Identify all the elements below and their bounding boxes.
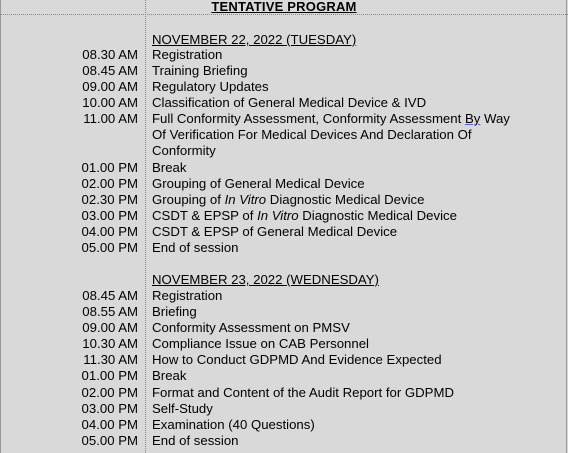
session-cell: End of session <box>152 433 239 448</box>
session-cell: End of session <box>152 240 239 255</box>
time-cell: 02.30 PM <box>81 192 138 207</box>
time-cell: 10.00 AM <box>82 95 138 110</box>
session-text-part: Way <box>480 111 510 126</box>
session-cell <box>152 208 562 224</box>
session-cell: Classification of General Medical Device & IVD <box>152 95 427 110</box>
session-cell: Break <box>152 160 187 175</box>
session-cell: Briefing <box>152 304 197 319</box>
time-cell: 05.00 PM <box>81 433 138 448</box>
session-text-part: Diagnostic Medical Device <box>266 192 425 207</box>
time-cell: 08.45 AM <box>82 63 138 78</box>
session-cell: Self-Study <box>152 401 213 416</box>
session-cell: Registration <box>152 288 223 303</box>
session-text-part: Diagnostic Medical Device <box>298 208 457 223</box>
session-text-part: Grouping of <box>152 192 225 207</box>
time-cell: 03.00 PM <box>81 401 138 416</box>
session-text-part: CSDT & EPSP of <box>152 208 258 223</box>
session-cell: Conformity Assessment on PMSV <box>152 320 350 335</box>
session-text-part: Full Conformity Assessment, Conformity Assessment <box>152 111 465 126</box>
session-cell: Registration <box>152 47 223 62</box>
session-cell: Of Verification For Medical Devices And Declaration Of <box>152 127 472 142</box>
session-cell: Grouping of General Medical Device <box>152 176 365 191</box>
time-cell: 08.55 AM <box>82 304 138 319</box>
time-cell: 04.00 PM <box>81 417 138 432</box>
time-cell: 11.30 AM <box>83 352 138 367</box>
page-title: TENTATIVE PROGRAM <box>211 0 357 14</box>
time-cell: 09.00 AM <box>82 320 138 335</box>
session-text-italic: In Vitro <box>224 192 267 207</box>
time-cell: 08.30 AM <box>82 47 138 62</box>
time-cell: 02.00 PM <box>81 176 138 191</box>
session-cell: CSDT & EPSP of General Medical Device <box>152 224 398 239</box>
time-cell: 01.00 PM <box>81 160 138 175</box>
time-cell: 01.00 PM <box>81 368 138 383</box>
time-cell: 11.00 AM <box>83 111 138 126</box>
time-cell: 04.00 PM <box>81 224 138 239</box>
session-cell: Conformity <box>152 143 216 158</box>
session-cell: Examination (40 Questions) <box>152 417 315 432</box>
column-divider <box>145 0 146 453</box>
spellcheck-word: By <box>464 111 481 126</box>
day1-date: NOVEMBER 22, 2022 (TUESDAY) <box>152 32 357 47</box>
time-cell: 10.30 AM <box>82 336 138 351</box>
time-cell: 03.00 PM <box>81 208 138 223</box>
session-cell <box>152 111 562 127</box>
time-cell: 02.00 PM <box>81 385 138 400</box>
time-cell: 05.00 PM <box>81 240 138 255</box>
day2-date: NOVEMBER 23, 2022 (WEDNESDAY) <box>152 272 379 287</box>
time-cell: 08.45 AM <box>82 288 138 303</box>
session-cell: Break <box>152 368 187 383</box>
session-cell: How to Conduct GDPMD And Evidence Expected <box>152 352 442 367</box>
time-cell: 09.00 AM <box>82 79 138 94</box>
session-cell: Training Briefing <box>152 63 248 78</box>
session-cell: Compliance Issue on CAB Personnel <box>152 336 369 351</box>
session-cell: Format and Content of the Audit Report for GDPMD <box>152 385 454 400</box>
session-cell: Regulatory Updates <box>152 79 269 94</box>
session-text-italic: In Vitro <box>257 208 299 223</box>
right-border <box>566 0 567 453</box>
session-cell <box>152 192 562 208</box>
